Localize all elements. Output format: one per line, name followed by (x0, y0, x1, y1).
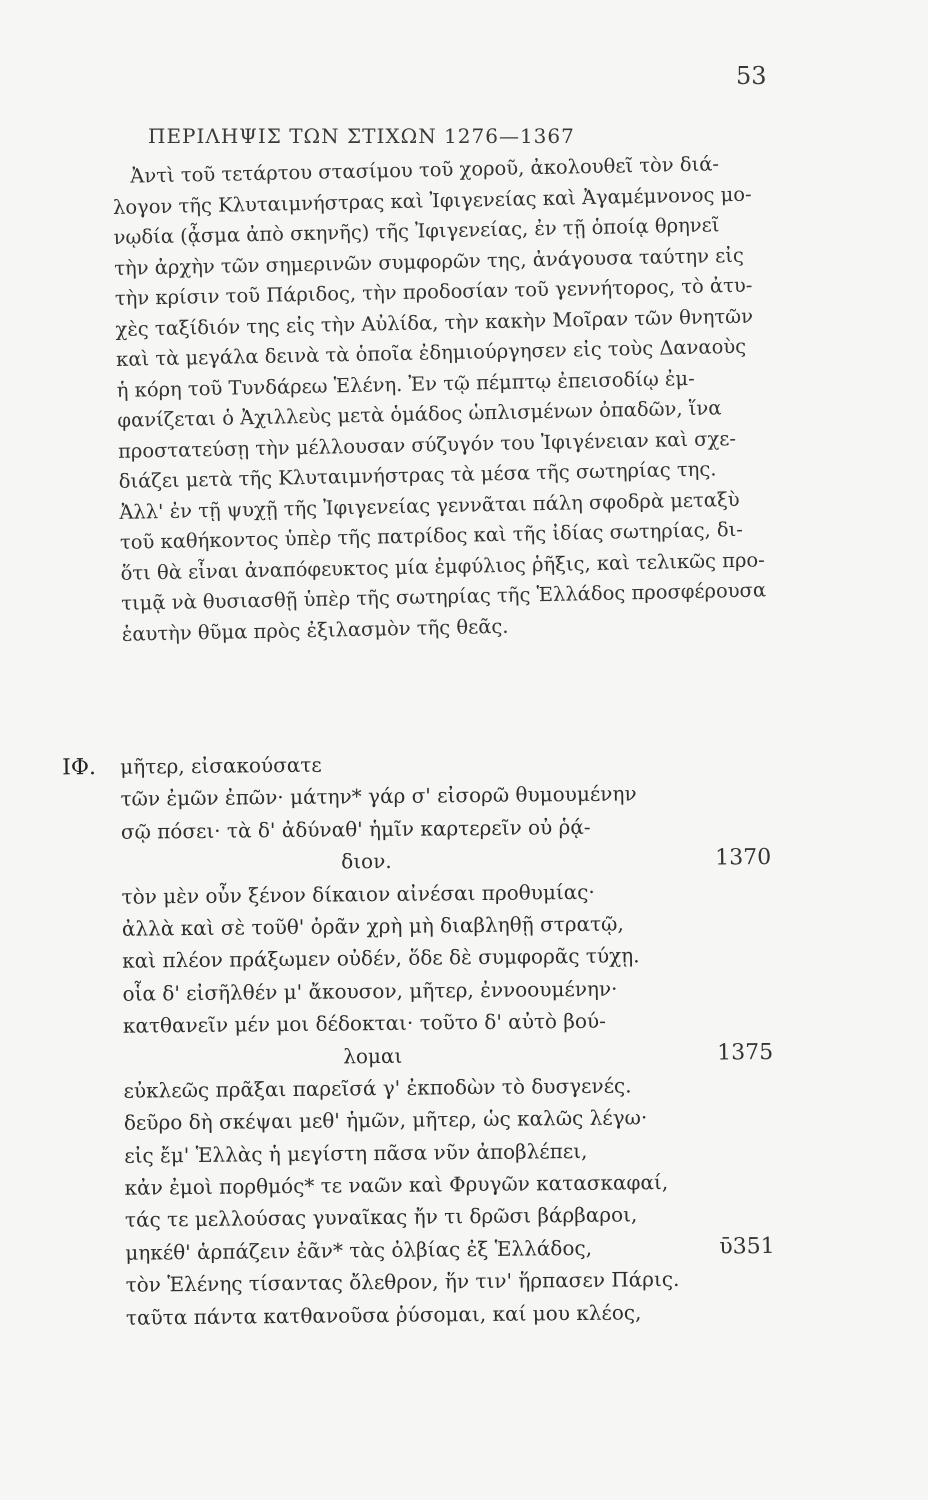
summary-line: χὲς ταξίδιόν της εἰς τὴν Αὐλίδα, τὴν κακὴν Μοῖραν τῶν θνητῶν (115, 304, 754, 341)
section-heading: ΠΕΡΙΛΗΨΙΣ ΤΩΝ ΣΤΙΧΩΝ 1276—1367 (148, 124, 575, 148)
verse-text: τάς τε μελλούσας γυναῖκας ἤν τι δρῶσι βάρβαροι, (124, 1202, 638, 1233)
verse-text: δεῦρο δὴ σκέψαι μεθ' ἡμῶν, μῆτερ, ὡς καλῶς λέγω· (123, 1105, 648, 1136)
summary-line: φανίζεται ὁ Ἀχιλλεὺς μετὰ ὁμάδος ὡπλισμένων ὀπαδῶν, ἵνα (117, 396, 722, 432)
summary-paragraph (112, 148, 787, 650)
summary-line: καὶ τὰ μεγάλα δεινὰ τὰ ὁποῖα ἐδημιούργησεν εἰς τοὺς Δαναοὺς (115, 334, 747, 371)
verse-text: εἰς ἔμ' Ἑλλὰς ἡ μεγίστη πᾶσα νῦν ἀποβλέπει, (124, 1138, 588, 1168)
summary-line: τὴν κρίσιν τοῦ Πάριδος, τὴν προδοσίαν τοῦ γεννήτορος, τὸ ἀτυ- (114, 273, 753, 310)
summary-line: λογον τῆς Κλυταιμνήστρας καὶ Ἰφιγενείας καὶ Ἀγαμέμνονος μο- (112, 182, 752, 219)
summary-line: ἑαυτὴν θῦμα πρὸς ἐξιλασμὸν τῆς θεᾶς. (121, 614, 509, 646)
verse-text: καὶ πλέον πράξωμεν οὐδέν, ὅδε δὲ συμφορᾶς τύχῃ. (122, 943, 640, 974)
verse-text: κἀν ἐμοὶ πορθμός* τε ναῶν καὶ Φρυγῶν κατασκαφαί, (124, 1170, 669, 1200)
verse-text: οἷα δ' εἰσῆλθέν μ' ἄκουσον, μῆτερ, ἐννοουμένην· (122, 976, 618, 1006)
summary-line: Ἀλλ' ἐν τῇ ψυχῇ τῆς Ἰφιγενείας γεννᾶται πάλη σφοδρὰ μεταξὺ (119, 487, 740, 524)
verse-text: λομαι (343, 1043, 403, 1068)
verse-text: κατθανεῖν μέν μοι δέδοκται· τοῦτο δ' αὐτὸ βού- (122, 1008, 607, 1038)
summary-line: Ἀντὶ τοῦ τετάρτου στασίμου τοῦ χοροῦ, ἀκολουθεῖ τὸν διά- (130, 152, 720, 188)
verse-text: τὸν μὲν οὖν ξένον δίκαιον αἰνέσαι προθυμίας· (121, 879, 595, 909)
line-number: ῡ351 (719, 1233, 775, 1260)
verse-block (0, 738, 928, 1331)
verse-text: ταῦτα πάντα κατθανοῦσα ῥύσομαι, καί μου κλέος, (125, 1299, 642, 1330)
summary-line: ἡ κόρη τοῦ Τυνδάρεω Ἑλένη. Ἐν τῷ πέμπτῳ ἐπεισοδίῳ ἐμ- (116, 366, 695, 402)
summary-line: ὅτι θὰ εἶναι ἀναπόφευκτος μία ἐμφύλιος ῥῆξις, καὶ τελικῶς προ- (120, 547, 765, 585)
page-number: 53 (736, 62, 767, 90)
line-number: 1375 (717, 1039, 774, 1066)
line-number: 1370 (715, 845, 772, 871)
verse-text: ἀλλὰ καὶ σὲ τοῦθ' ὁρᾶν χρὴ μὴ διαβληθῇ στρατῷ, (121, 911, 624, 941)
speaker-label: ΙΦ. (62, 754, 97, 781)
verse-text: σῷ πόσει· τὰ δ' ἀδύναθ' ἡμῖν καρτερεῖν οὐ ῥᾴ- (120, 814, 591, 844)
summary-line: νῳδία (ᾆσμα ἀπὸ σκηνῆς) τῆς Ἰφιγενείας, ἐν τῇ ὁποίᾳ θρηνεῖ (113, 213, 720, 249)
verse-text: τὸν Ἑλένης τίσαντας ὄλεθρον, ἥν τιν' ἥρπασεν Πάρις. (125, 1267, 680, 1297)
verse-text: διον. (341, 849, 392, 874)
summary-line: τιμᾷ νὰ θυσιασθῇ ὑπὲρ τῆς σωτηρίας τῆς Ἑλλάδος προσφέρουσα (121, 578, 767, 615)
summary-line: τοῦ καθήκοντος ὑπὲρ τῆς πατρίδος καὶ τῆς ἰδίας σωτηρίας, δι- (119, 517, 744, 554)
summary-line: τὴν ἀρχὴν τῶν σημερινῶν συμφορῶν της, ἀνάγουσα ταύτην εἰς (113, 243, 745, 280)
verse-text: μῆτερ, εἰσακούσατε (120, 752, 322, 779)
summary-line: προστατεύσῃ τὴν μέλλουσαν σύζυγόν του Ἰφιγένειαν καὶ σχε- (117, 426, 737, 463)
summary-line: διάζει μετὰ τῆς Κλυταιμνήστρας τὰ μέσα τῆς σωτηρίας της. (118, 457, 717, 493)
verse-text: εὐκλεῶς πρᾶξαι παρεῖσά γ' ἐκποδὼν τὸ δυσγενές. (123, 1073, 632, 1103)
verse-text: τῶν ἐμῶν ἐπῶν· μάτην* γάρ σ' εἰσορῶ θυμουμένην (120, 781, 637, 812)
verse-text: μηκέθ' ἁρπάζειν ἐᾶν* τὰς ὀλβίας ἐξ Ἑλλάδος, (125, 1235, 593, 1265)
